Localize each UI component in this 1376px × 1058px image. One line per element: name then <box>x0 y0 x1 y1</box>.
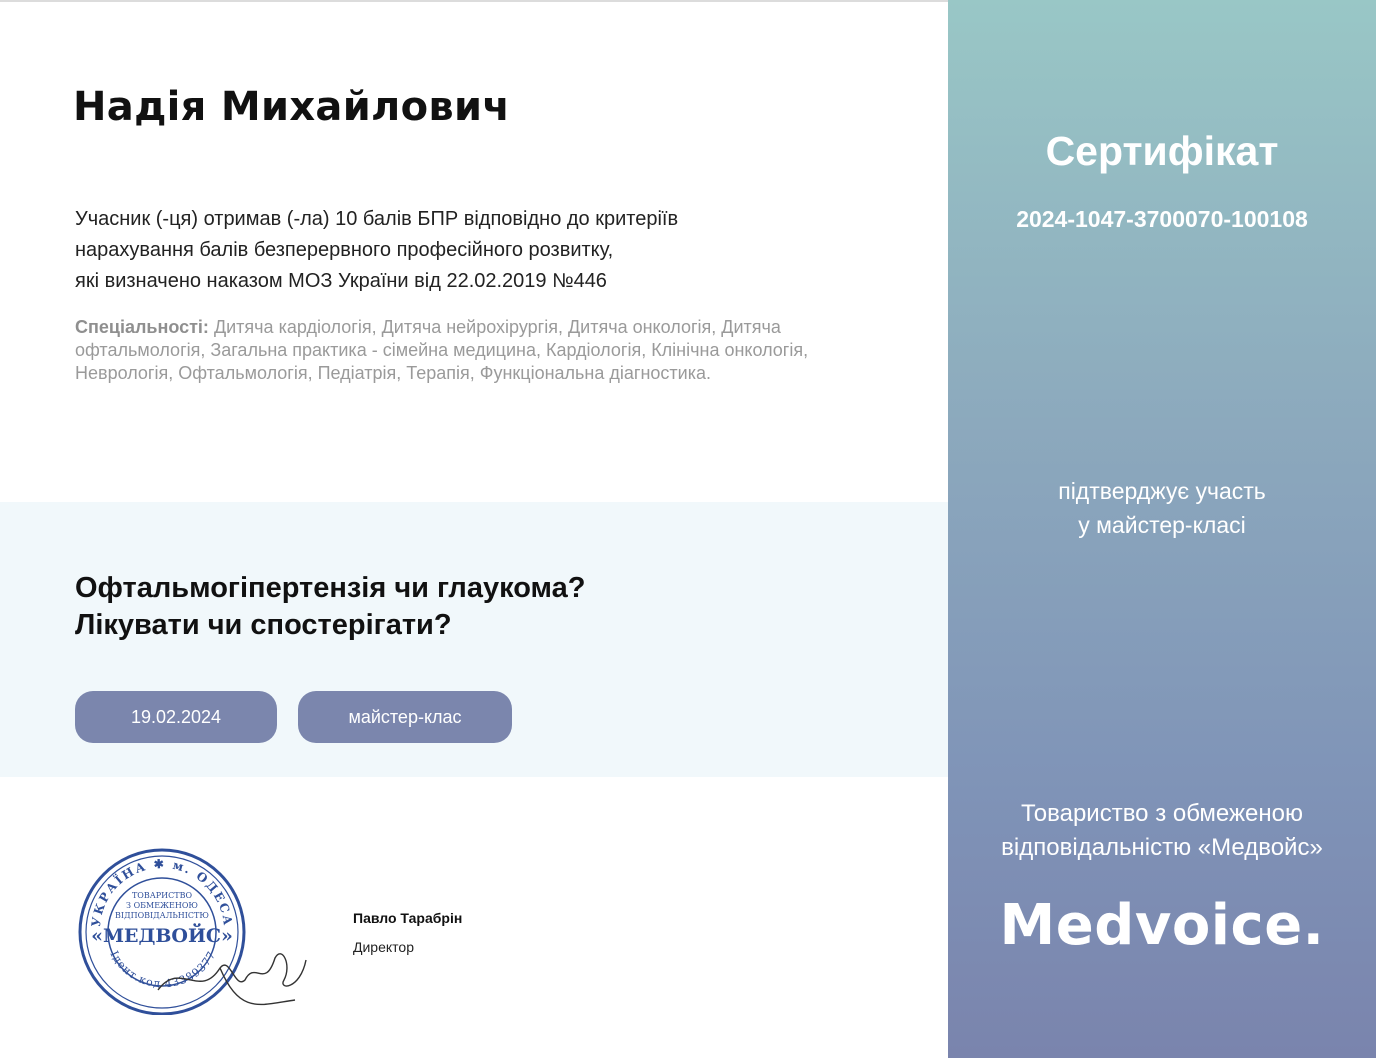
stamp-inner-line: ВІДПОВІДАЛЬНІСТЮ <box>115 911 209 920</box>
date-badge: 19.02.2024 <box>75 691 277 743</box>
participant-name: Надія Михайлович <box>73 84 511 130</box>
company-stamp <box>70 840 310 1015</box>
certificate-number: 2024-1047-3700070-100108 <box>1016 206 1308 232</box>
statement-line: які визначено наказом МОЗ України від 22.02.2019 №446 <box>75 270 607 292</box>
organization-line: Товариство з обмеженою <box>1020 800 1304 827</box>
course-title <box>75 570 875 644</box>
specialties-label: Спеціальності: <box>75 317 209 337</box>
participation-confirmation <box>948 474 1376 542</box>
specialties-list: Дитяча кардіологія, Дитяча нейрохірургія, Дитяча онкологія, Дитяча офтальмологія, Загальна практика - сімейна медицина, Кардіологія, Клінічна онкологія, Неврологія, Офтальмологія, Педіатрія, Терапія, Функціональна діагностика. <box>75 317 809 383</box>
signer-role: Директор <box>353 939 414 955</box>
organization-line: відповідальністю «Медвойс» <box>1001 834 1323 861</box>
stamp-bottom-text: Ідент.код 43389377 <box>107 948 219 991</box>
stamp-inner-line: З ОБМЕЖЕНОЮ <box>126 901 198 910</box>
signer-name: Павло Тарабрін <box>353 910 463 926</box>
course-title-line: Лікувати чи спостерігати? <box>75 609 452 641</box>
stamp-inner-line: ТОВАРИСТВО <box>131 891 193 900</box>
stamp-center-text: «МЕДВОЙС» <box>91 925 233 947</box>
certificate-title: Сертифікат <box>1045 128 1279 174</box>
certificate-side-panel <box>948 0 1376 1058</box>
medvoice-logo: Medvoice. <box>999 893 1325 958</box>
organization-name <box>948 797 1376 865</box>
statement-line: нарахування балів безперервного професійного розвитку, <box>75 239 614 261</box>
points-statement <box>75 204 895 297</box>
confirmation-line: підтверджує участь <box>1058 478 1266 504</box>
statement-line: Учасник (-ця) отримав (-ла) 10 балів БПР відповідно до критеріїв <box>75 208 679 230</box>
confirmation-line: у майстер-класі <box>1078 512 1246 538</box>
event-type-badge: майстер-клас <box>298 691 512 743</box>
course-title-line: Офтальмогіпертензія чи глаукома? <box>75 572 586 604</box>
stamp-top-text: УКРАЇНА ✱ м. ОДЕСА <box>88 856 236 928</box>
specialties <box>75 316 905 385</box>
